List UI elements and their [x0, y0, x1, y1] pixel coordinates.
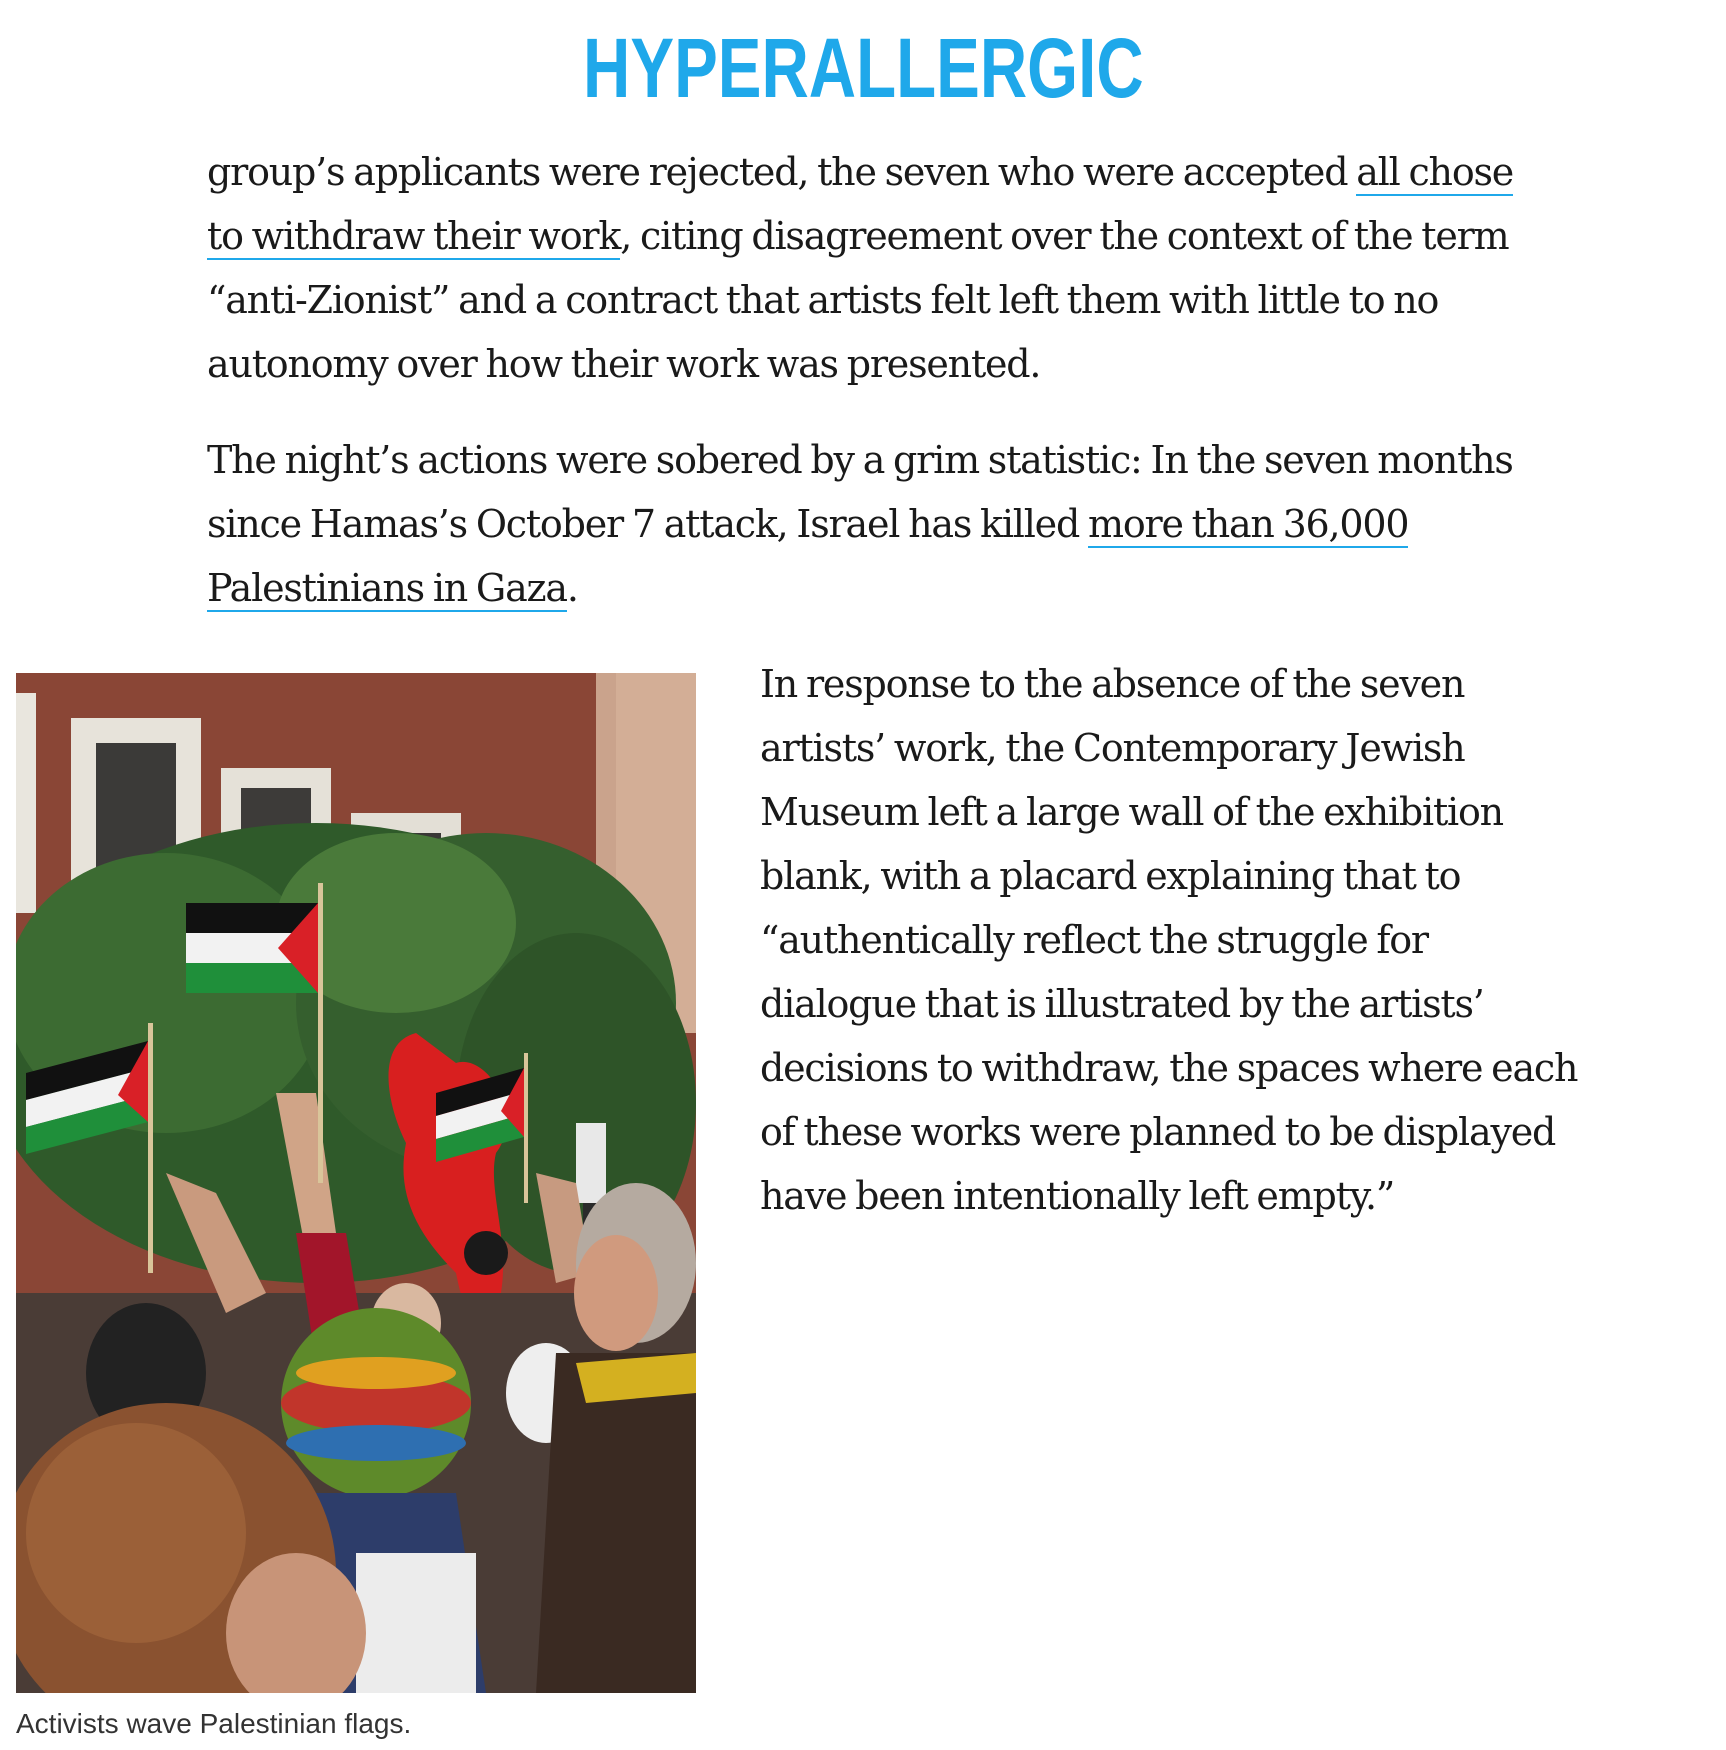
article-paragraph-1 — [207, 140, 1547, 396]
paragraph-text: , citing disagreement over the context of the term “anti-Zionist” and a contract that artists felt left them with little to no autonomy over how their work was presented. — [207, 214, 1509, 386]
figure-caption: Activists wave Palestinian flags. — [16, 1708, 412, 1739]
paragraph-text: group’s applicants were rejected, the seven who were accepted — [207, 150, 1357, 194]
casualties-link[interactable]: more than 36,000 Palestinians in Gaza — [207, 502, 1409, 610]
article-paragraph-3: In response to the absence of the seven artists’ work, the Contemporary Jewish Museum left a large wall of the exhibition blank, with a placard explaining that to “authentically reflect the struggle for dialogue that is illustrated by the artists’ decisions to withdraw, the spaces where each of these works were planned to be displayed have been intentionally left empty.” — [760, 662, 1578, 1218]
article-paragraph-2 — [207, 428, 1547, 620]
paragraph-text: The night’s actions were sobered by a grim statistic: In the seven months since Hamas’s October 7 attack, Israel has killed — [207, 438, 1513, 546]
site-logo[interactable]: HYPERALLERGIC — [582, 21, 1144, 115]
paragraph-text: . — [566, 566, 578, 610]
protest-photo — [16, 673, 696, 1693]
article-figure — [16, 673, 696, 1741]
site-header — [0, 18, 1726, 118]
withdraw-link[interactable]: all chose to withdraw their work — [207, 150, 1514, 258]
